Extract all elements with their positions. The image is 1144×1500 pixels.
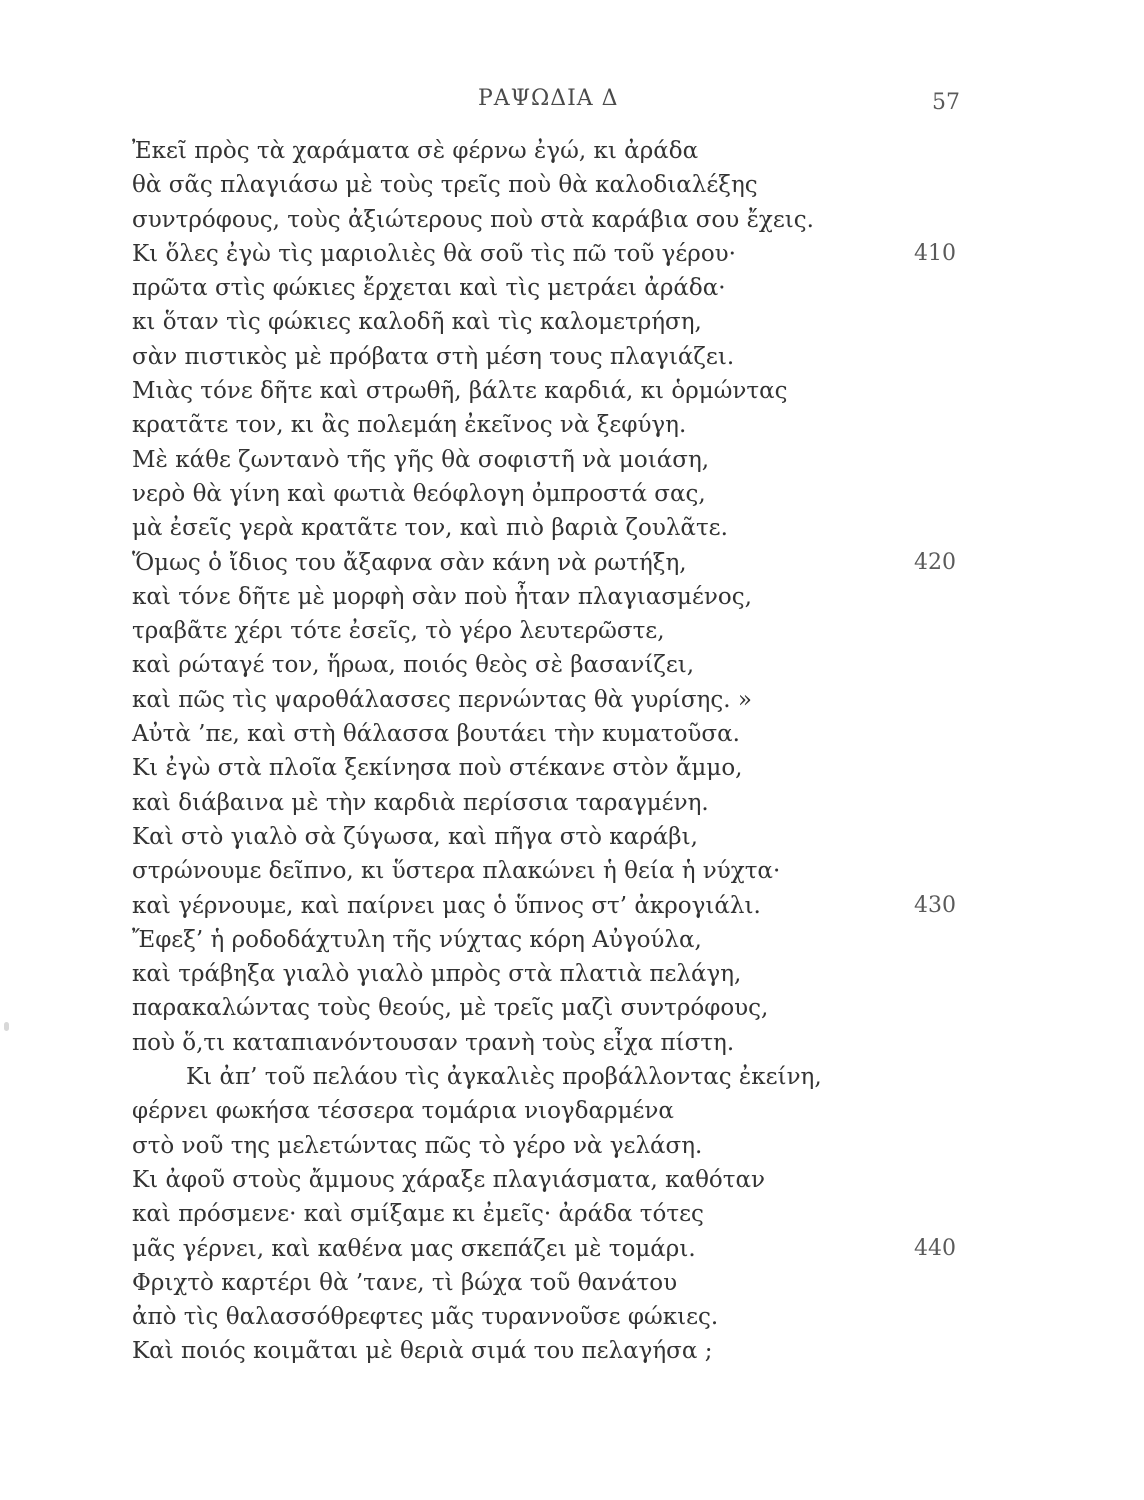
verse-text: μᾶς γέρνει, καὶ καθένα μας σκεπάζει μὲ τομάρι. bbox=[132, 1235, 696, 1262]
verse-line bbox=[132, 1026, 1032, 1060]
verse-line bbox=[132, 305, 1032, 339]
verse-text: στὸ νοῦ της μελετώντας πῶς τὸ γέρο νὰ γελάση. bbox=[132, 1132, 703, 1159]
verse-text: σὰν πιστικὸς μὲ πρόβατα στὴ μέση τους πλαγιάζει. bbox=[132, 343, 735, 370]
verse-line bbox=[132, 511, 1032, 545]
verse-text: Φριχτὸ καρτέρι θὰ ’τανε, τὶ βώχα τοῦ θανάτου bbox=[132, 1269, 678, 1296]
verse-line bbox=[132, 923, 1032, 957]
line-number: 410 bbox=[914, 240, 956, 266]
verse-text: Αὐτὰ ’πε, καὶ στὴ θάλασσα βουτάει τὴν κυματοῦσα. bbox=[132, 721, 740, 748]
verse-text: θὰ σᾶς πλαγιάσω μὲ τοὺς τρεῖς ποὺ θὰ καλοδιαλέξης bbox=[132, 172, 758, 199]
verse-text: Κι ἐγὼ στὰ πλοῖα ξεκίνησα ποὺ στέκανε στὸν ἄμμο, bbox=[132, 755, 743, 782]
verse-line bbox=[132, 751, 1032, 785]
verse-line bbox=[132, 546, 1032, 580]
verse-text: κρατᾶτε τον, κι ἂς πολεμάη ἐκεῖνος νὰ ξεφύγη. bbox=[132, 412, 687, 439]
verse-line bbox=[132, 271, 1032, 305]
verse-text: καὶ πῶς τὶς ψαροθάλασσες περνώντας θὰ γυρίσης. » bbox=[132, 686, 752, 713]
verse-line bbox=[132, 340, 1032, 374]
verse-line bbox=[132, 1232, 1032, 1266]
verse-line bbox=[132, 1129, 1032, 1163]
verse-line bbox=[132, 580, 1032, 614]
verse-line bbox=[132, 203, 1032, 237]
verse-line bbox=[132, 1266, 1032, 1300]
verse-text: παρακαλώντας τοὺς θεούς, μὲ τρεῖς μαζὶ συντρόφους, bbox=[132, 995, 769, 1022]
running-head bbox=[0, 86, 1144, 122]
verse-line bbox=[132, 374, 1032, 408]
running-title: ΡΑΨΩΔΙΑ Δ bbox=[478, 86, 619, 111]
verse-line bbox=[132, 648, 1032, 682]
verse-text: Κι ἀφοῦ στοὺς ἄμμους χάραξε πλαγιάσματα, καθόταν bbox=[132, 1166, 766, 1193]
verse-text: καὶ τράβηξα γιαλὸ γιαλὸ μπρὸς στὰ πλατιὰ πελάγη, bbox=[132, 961, 742, 988]
verse-line bbox=[132, 1300, 1032, 1334]
margin-speck bbox=[4, 1022, 9, 1031]
verse-line bbox=[132, 1094, 1032, 1128]
line-number: 440 bbox=[914, 1235, 956, 1261]
verse-text: καὶ γέρνουμε, καὶ παίρνει μας ὁ ὕπνος στ’ ἀκρογιάλι. bbox=[132, 892, 761, 919]
verse-text: καὶ τόνε δῆτε μὲ μορφὴ σὰν ποὺ ἦταν πλαγιασμένος, bbox=[132, 583, 752, 610]
verse-line bbox=[132, 134, 1032, 168]
page-number: 57 bbox=[932, 90, 960, 115]
verse-line bbox=[132, 1334, 1032, 1368]
verse-text: κι ὅταν τὶς φώκιες καλοδῆ καὶ τὶς καλομετρήση, bbox=[132, 309, 702, 336]
verse-text: μὰ ἐσεῖς γερὰ κρατᾶτε τον, καὶ πιὸ βαριὰ ζουλᾶτε. bbox=[132, 515, 728, 542]
verse-line bbox=[132, 786, 1032, 820]
verse-text: στρώνουμε δεῖπνο, κι ὕστερα πλακώνει ἡ θεία ἡ νύχτα· bbox=[132, 858, 781, 885]
verse-line bbox=[132, 854, 1032, 888]
verse-line bbox=[132, 683, 1032, 717]
verse-line bbox=[132, 408, 1032, 442]
verse-text: πρῶτα στὶς φώκιες ἔρχεται καὶ τὶς μετράει ἀράδα· bbox=[132, 275, 726, 302]
verse-text: Κι ὅλες ἐγὼ τὶς μαριολιὲς θὰ σοῦ τὶς πῶ τοῦ γέρου· bbox=[132, 240, 736, 267]
verse-line bbox=[132, 443, 1032, 477]
verse-line bbox=[132, 1197, 1032, 1231]
verse-line bbox=[132, 820, 1032, 854]
verse-text: φέρνει φωκήσα τέσσερα τομάρια νιογδαρμένα bbox=[132, 1098, 674, 1125]
verse-text: ἀπὸ τὶς θαλασσόθρεφτες μᾶς τυραννοῦσε φώκιες. bbox=[132, 1304, 719, 1331]
verse-line bbox=[132, 1060, 1032, 1094]
verse-text-block bbox=[132, 134, 1032, 1369]
verse-line bbox=[132, 717, 1032, 751]
verse-line bbox=[132, 957, 1032, 991]
verse-line bbox=[132, 614, 1032, 648]
verse-line bbox=[132, 477, 1032, 511]
verse-line bbox=[132, 889, 1032, 923]
verse-text: Μιὰς τόνε δῆτε καὶ στρωθῆ, βάλτε καρδιά, κι ὁρμώντας bbox=[132, 378, 788, 405]
verse-text: Ὅμως ὁ ἴδιος του ἄξαφνα σὰν κάνη νὰ ρωτήξη, bbox=[132, 549, 687, 576]
verse-text: τραβᾶτε χέρι τότε ἐσεῖς, τὸ γέρο λευτερῶστε, bbox=[132, 618, 665, 645]
verse-text: Ἔφεξ’ ἡ ροδοδάχτυλη τῆς νύχτας κόρη Αὐγούλα, bbox=[132, 926, 702, 953]
verse-text: Καὶ ποιός κοιμᾶται μὲ θεριὰ σιμά του πελαγήσα ; bbox=[132, 1338, 713, 1365]
verse-text: Καὶ στὸ γιαλὸ σὰ ζύγωσα, καὶ πῆγα στὸ καράβι, bbox=[132, 823, 698, 850]
verse-text: καὶ ρώταγέ τον, ἥρωα, ποιός θεὸς σὲ βασανίζει, bbox=[132, 652, 695, 679]
verse-text: ποὺ ὅ,τι καταπιανόντουσαν τρανὴ τοὺς εἶχα πίστη. bbox=[132, 1029, 735, 1056]
verse-line bbox=[132, 1163, 1032, 1197]
verse-text: καὶ πρόσμενε· καὶ σμίξαμε κι ἐμεῖς· ἀράδα τότες bbox=[132, 1201, 704, 1228]
verse-text: Ἐκεῖ πρὸς τὰ χαράματα σὲ φέρνω ἐγώ, κι ἀράδα bbox=[132, 138, 699, 164]
verse-text: συντρόφους, τοὺς ἀξιώτερους ποὺ στὰ καράβια σου ἔχεις. bbox=[132, 206, 814, 233]
verse-line bbox=[132, 237, 1032, 271]
verse-text: καὶ διάβαινα μὲ τὴν καρδιὰ περίσσια ταραγμένη. bbox=[132, 789, 709, 816]
line-number: 430 bbox=[914, 892, 956, 918]
verse-line bbox=[132, 991, 1032, 1025]
verse-line bbox=[132, 168, 1032, 202]
verse-text: Μὲ κάθε ζωντανὸ τῆς γῆς θὰ σοφιστῆ νὰ μοιάση, bbox=[132, 446, 710, 473]
line-number: 420 bbox=[914, 549, 956, 575]
verse-text: νερὸ θὰ γίνη καὶ φωτιὰ θεόφλογη ὀμπροστά σας, bbox=[132, 480, 706, 507]
verse-text: Κι ἀπ’ τοῦ πελάου τὶς ἀγκαλιὲς προβάλλοντας ἐκείνη, bbox=[186, 1064, 822, 1091]
